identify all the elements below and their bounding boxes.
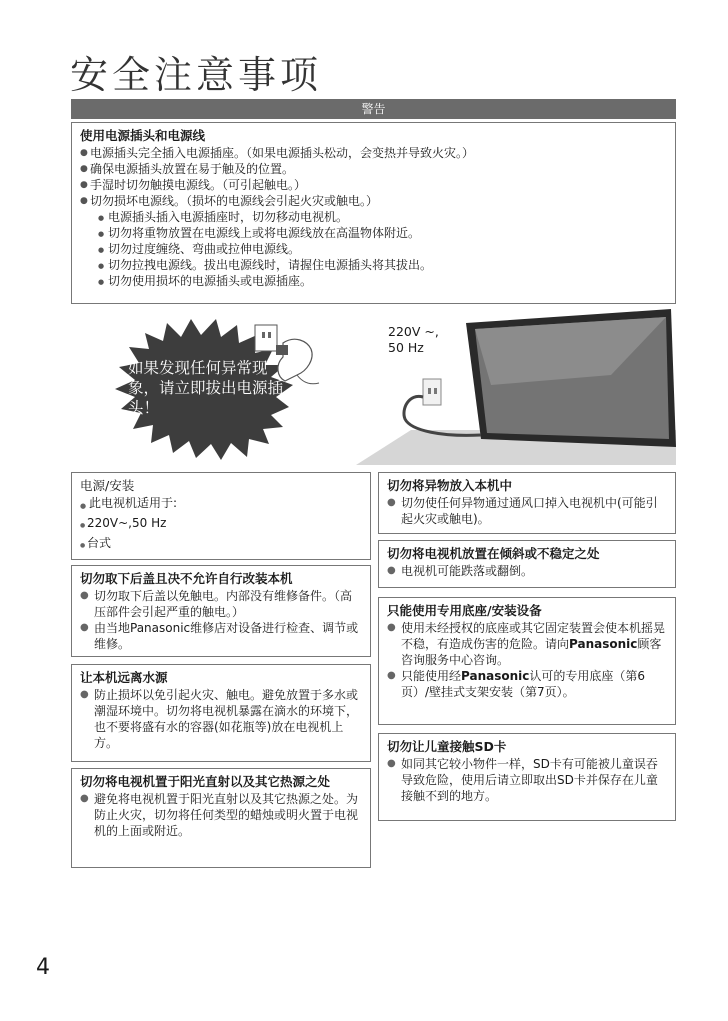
sd-card-warning-box [378, 733, 676, 821]
water-warning-box [71, 664, 371, 762]
list-item: ● 切勿取下后盖以免触电。内部没有维修备件。（高压部件会引起严重的触电。） [80, 588, 362, 620]
list-item: ● 此电视机适用于: [80, 495, 362, 511]
list-item: ● 只能使用经Panasonic认可的专用底座（第6页）/壁挂式支架安装（第7页）。 [387, 668, 667, 700]
warning-header-bar: 警告 [71, 99, 676, 119]
sub-list-item: ● 切勿拉拽电源线。拔出电源线时，请握住电源插头将其拔出。 [80, 257, 667, 273]
list-item: ● 如同其它较小物件一样，SD卡有可能被儿童误吞导致危险，使用后请立即取出SD卡并保存在儿童接触不到的地方。 [387, 756, 667, 804]
list-item: ● 电源插头完全插入电源插座。（如果电源插头松动，会变热并导致火灾。） [80, 145, 667, 161]
brand-text: Panasonic [461, 669, 530, 683]
sub-list-item: ● 切勿将重物放置在电源线上或将电源线放在高温物体附近。 [80, 225, 667, 241]
wall-outlet-icon [423, 379, 441, 405]
sd-card-heading: 切勿让儿童接触SD卡 [387, 739, 507, 754]
list-item: ● 220V~,50 Hz [80, 515, 362, 531]
tilt-heading: 切勿将电视机放置在倾斜或不稳定之处 [387, 546, 600, 561]
page-number: 4 [36, 955, 50, 980]
back-cover-heading: 切勿取下后盖且决不允许自行改装本机 [80, 571, 293, 586]
power-installation-heading: 电源/安装 [80, 478, 135, 493]
tv-illustration [466, 309, 676, 447]
power-cord [404, 396, 481, 435]
stand-warning-box [378, 597, 676, 725]
list-item: ● 手湿时切勿触摸电源线。（可引起触电。） [80, 177, 667, 193]
sub-list-item: ● 切勿过度缠绕、弯曲或拉伸电源线。 [80, 241, 667, 257]
page-title: 安全注意事项 [70, 53, 323, 97]
water-heading: 让本机远离水源 [80, 670, 168, 685]
list-item: ● 切勿使任何异物通过通风口掉入电视机中(可能引起火灾或触电)。 [387, 495, 667, 527]
brand-text: Panasonic [569, 637, 638, 651]
list-item: ● 由当地Panasonic维修店对设备进行检查、调节或维修。 [80, 620, 362, 652]
list-item: ● 台式 [80, 535, 362, 551]
sunlight-warning-box [71, 768, 371, 868]
list-item: ● 避免将电视机置于阳光直射以及其它热源之处。为防止火灾，切勿将任何类型的蜡烛或明火置于电视机的上面或附近。 [80, 791, 362, 839]
list-item: ● 电视机可能跌落或翻倒。 [387, 563, 667, 579]
list-item: ● 防止损坏以免引起火灾、触电。避免放置于多水或潮湿环境中。切勿将电视机暴露在滴水的环境下，也不要将盛有水的容器(如花瓶等)放在电视机上方。 [80, 687, 362, 751]
power-installation-box [71, 472, 371, 560]
foreign-object-heading: 切勿将异物放入本机中 [387, 478, 513, 493]
sub-list-item: ● 电源插头插入电源插座时，切勿移动电视机。 [80, 209, 667, 225]
list-item: ● 切勿损坏电源线。（损坏的电源线会引起火灾或触电。） [80, 193, 667, 209]
sunlight-heading: 切勿将电视机置于阳光直射以及其它热源之处 [80, 774, 331, 789]
sub-list-item: ● 切勿使用损坏的电源插头或电源插座。 [80, 273, 667, 289]
stand-heading: 只能使用专用底座/安装设备 [387, 603, 542, 618]
power-plug-heading: 使用电源插头和电源线 [80, 128, 206, 143]
list-item: ● 使用未经授权的底座或其它固定装置会使本机摇晃不稳，有造成伤害的危险。请向Panasonic顾客咨询服务中心咨询。 [387, 620, 667, 668]
foreign-object-warning-box [378, 472, 676, 534]
tilt-warning-box [378, 540, 676, 588]
back-cover-warning-box [71, 565, 371, 657]
list-item: ● 确保电源插头放置在易于触及的位置。 [80, 161, 667, 177]
power-plug-warning-box [71, 122, 676, 304]
voltage-label: 220V ~, 50 Hz [388, 324, 439, 355]
unplug-warning-text: 如果发现任何异常现象，请立即拔出电源插头！ [128, 359, 284, 417]
